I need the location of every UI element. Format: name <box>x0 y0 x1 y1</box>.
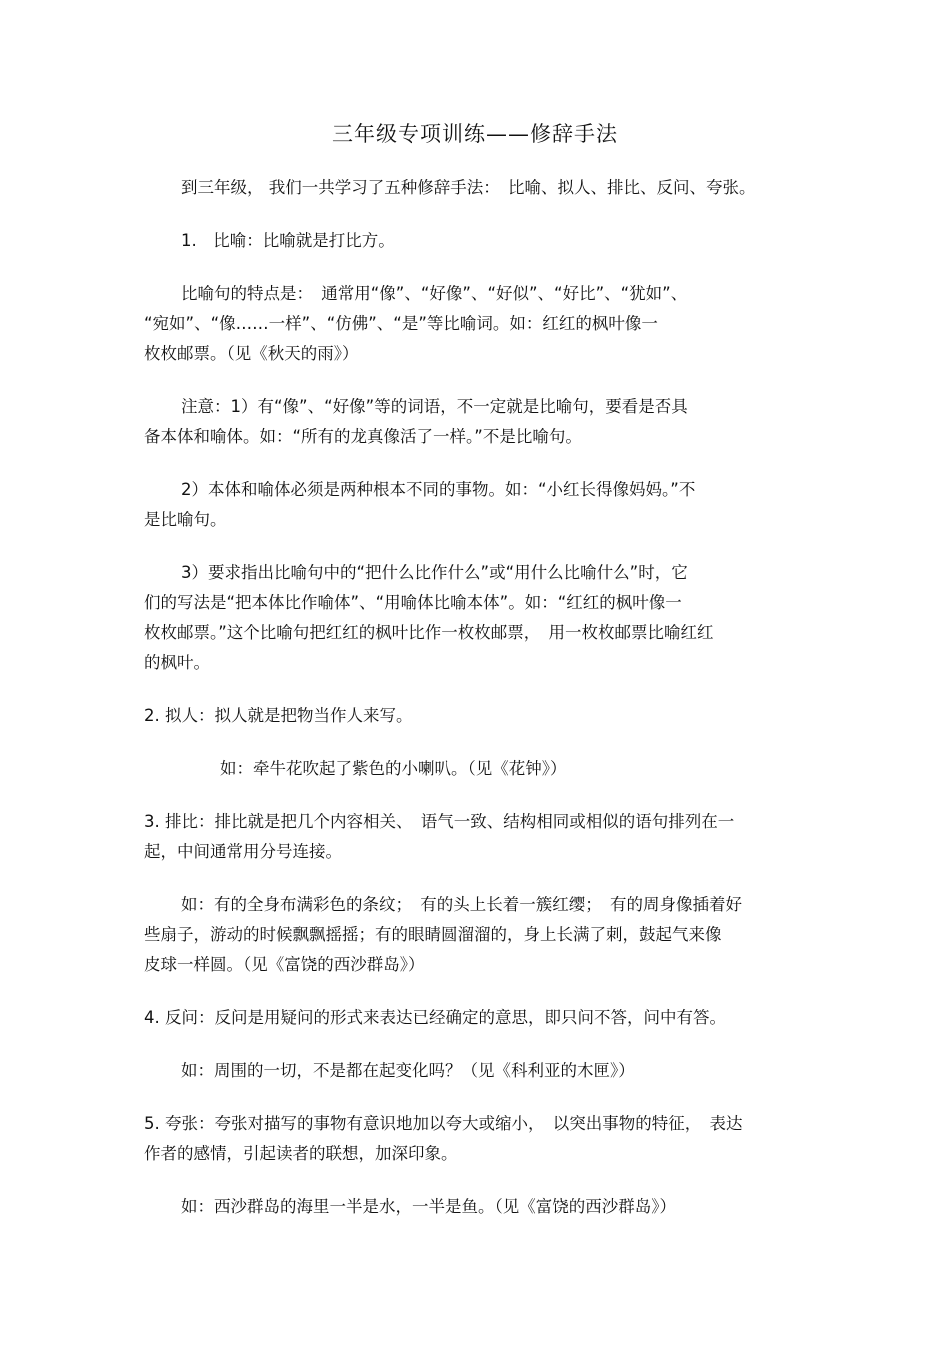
simile-note-2-line: 是比喻句。 <box>144 510 227 529</box>
simile-note-3-line: 枚枚邮票。”这个比喻句把红红的枫叶比作一枚枚邮票， 用一枚枚邮票比喻红红 <box>144 623 714 642</box>
simile-features-line: 枚枚邮票。（见《秋天的雨》） <box>144 344 359 363</box>
personification-example: 如：牵牛花吹起了紫色的小喇叭。（见《花钟》） <box>220 759 567 778</box>
document-title: 三年级专项训练——修辞手法 <box>332 122 618 146</box>
hyperbole-example: 如：西沙群岛的海里一半是水，一半是鱼。（见《富饶的西沙群岛》） <box>181 1197 676 1216</box>
section-1-heading: 1. 比喻：比喻就是打比方。 <box>181 231 395 250</box>
section-3-heading-line: 3. 排比：排比就是把几个内容相关、 语气一致、结构相同或相似的语句排列在一 <box>144 812 735 831</box>
section-2-heading: 2. 拟人：拟人就是把物当作人来写。 <box>144 706 413 725</box>
simile-note-3-line: 们的写法是“把本体比作喻体”、“用喻体比喻本体”。如：“红红的枫叶像一 <box>144 593 682 612</box>
simile-features-line: 比喻句的特点是： 通常用“像”、“好像”、“好似”、“好比”、“犹如”、 <box>181 284 688 303</box>
parallelism-example-line: 皮球一样圆。（见《富饶的西沙群岛》） <box>144 955 425 974</box>
section-3-heading-line: 起，中间通常用分号连接。 <box>144 842 342 861</box>
intro-paragraph: 到三年级， 我们一共学习了五种修辞手法： 比喻、拟人、排比、反问、夸张。 <box>181 178 756 197</box>
simile-features-line: “宛如”、“像……一样”、“仿佛”、“是”等比喻词。如：红红的枫叶像一 <box>144 314 658 333</box>
simile-note-3-line: 的枫叶。 <box>144 653 210 672</box>
section-4-heading: 4. 反问：反问是用疑问的形式来表达已经确定的意思，即只问不答，问中有答。 <box>144 1008 726 1027</box>
simile-note-1-line: 注意：1）有“像”、“好像”等的词语，不一定就是比喻句，要看是否具 <box>181 397 688 416</box>
section-5-heading-line: 5. 夸张：夸张对描写的事物有意识地加以夸大或缩小， 以突出事物的特征， 表达 <box>144 1114 743 1133</box>
parallelism-example-line: 如：有的全身布满彩色的条纹； 有的头上长着一簇红缨； 有的周身像插着好 <box>181 895 742 914</box>
parallelism-example-line: 些扇子，游动的时候飘飘摇摇；有的眼睛圆溜溜的，身上长满了刺，鼓起气来像 <box>144 925 722 944</box>
section-5-heading-line: 作者的感情，引起读者的联想，加深印象。 <box>144 1144 458 1163</box>
rhetorical-question-example: 如：周围的一切，不是都在起变化吗？（见《科利亚的木匣》） <box>181 1061 635 1080</box>
simile-note-3-line: 3）要求指出比喻句中的“把什么比作什么”或“用什么比喻什么”时，它 <box>181 563 688 582</box>
simile-note-1-line: 备本体和喻体。如：“所有的龙真像活了一样。”不是比喻句。 <box>144 427 582 446</box>
simile-note-2-line: 2）本体和喻体必须是两种根本不同的事物。如：“小红长得像妈妈。”不 <box>181 480 696 499</box>
